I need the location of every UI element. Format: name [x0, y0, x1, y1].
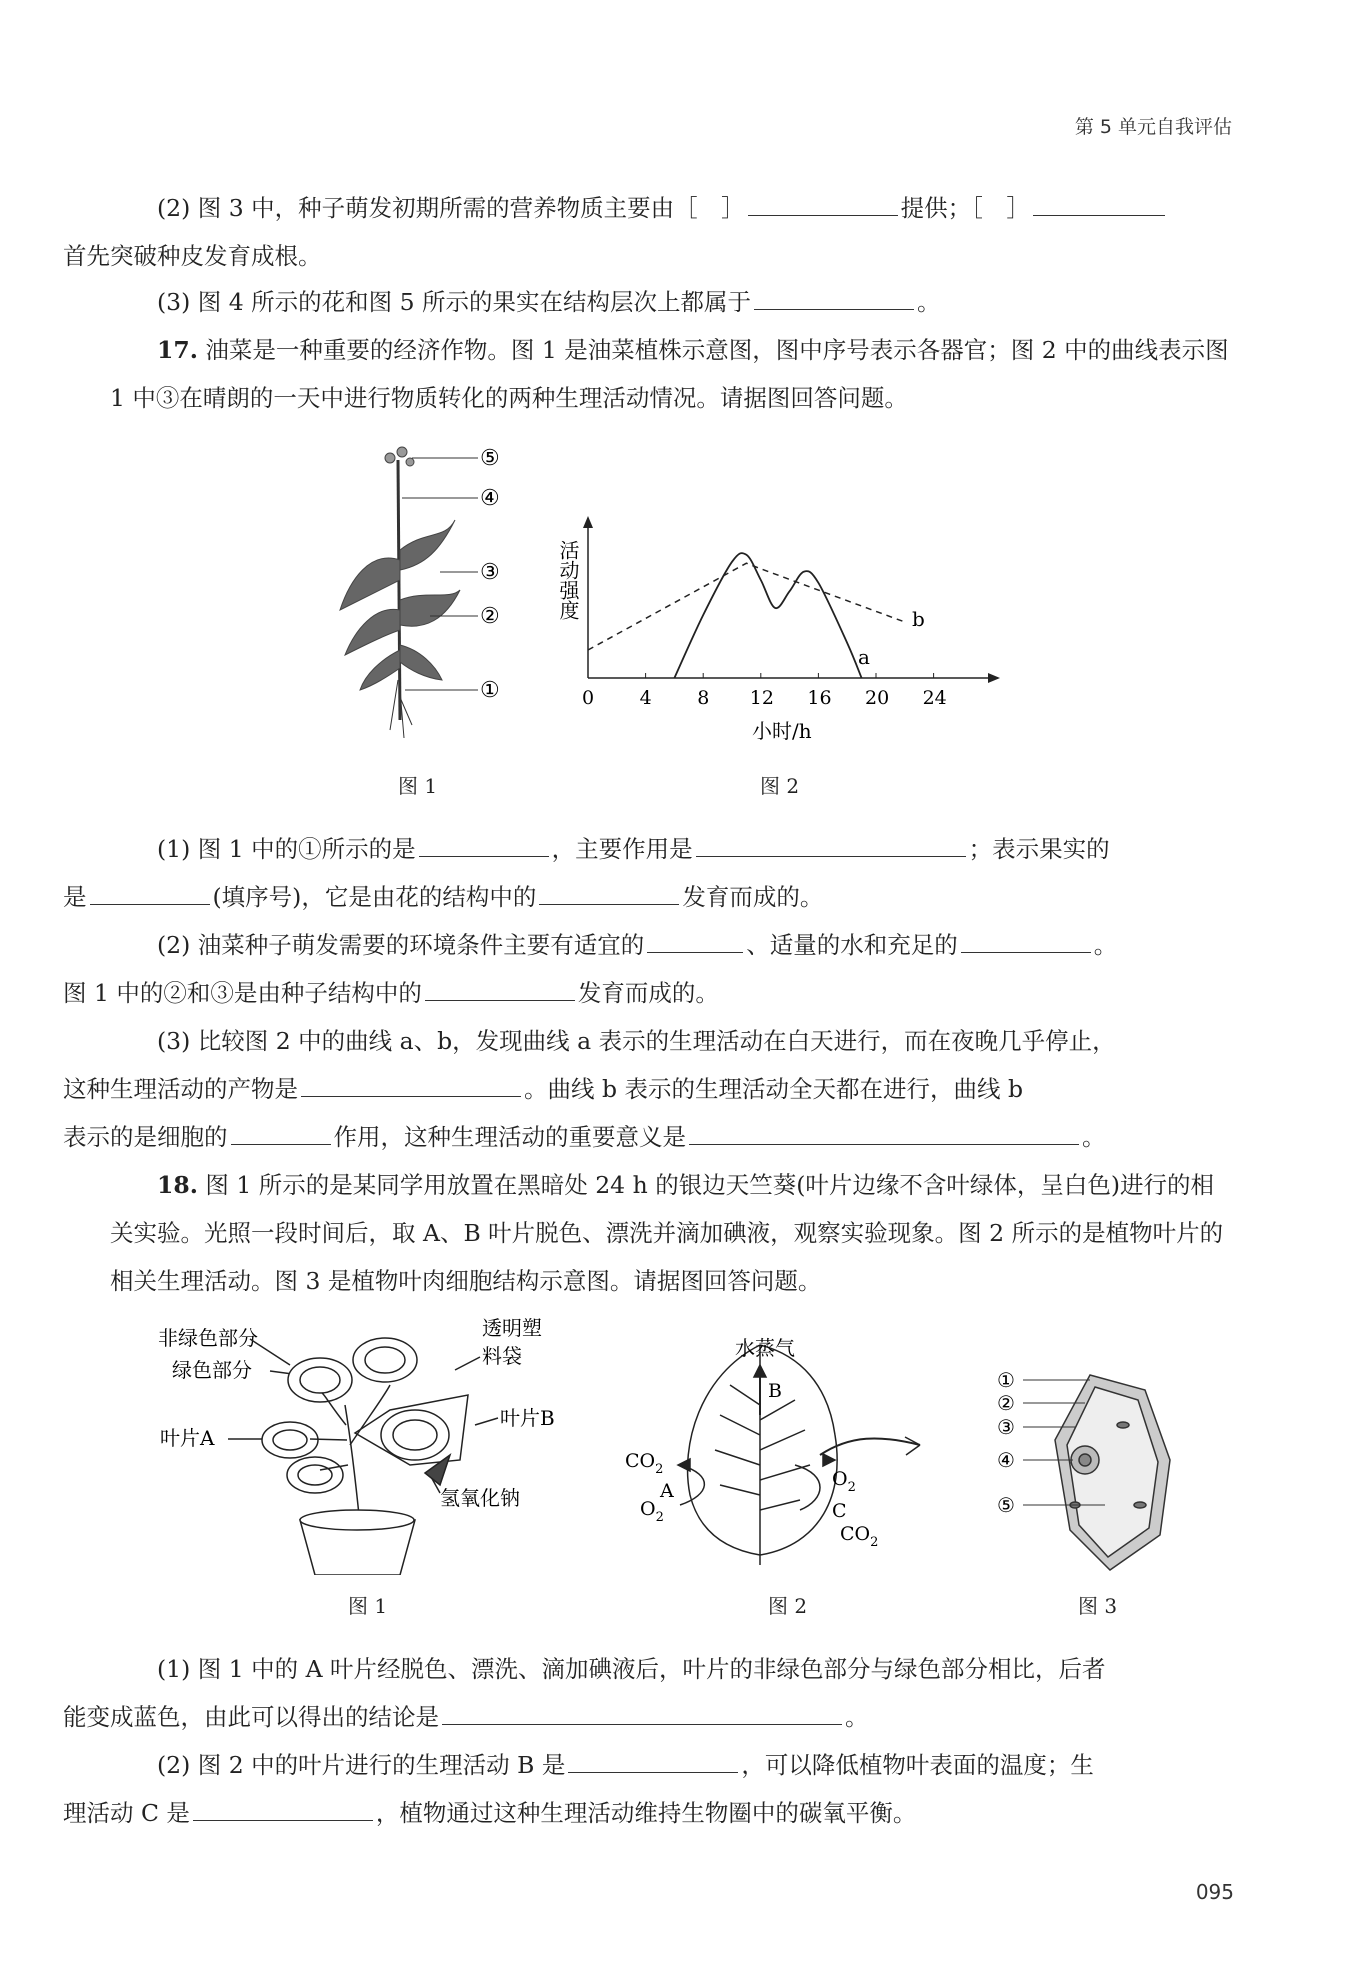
x-tick-label: 24 [922, 687, 947, 709]
q18-fig2-leaf [620, 1325, 960, 1575]
answer-blank[interactable] [301, 1071, 521, 1097]
label-non-green: 非绿色部分 [158, 1326, 258, 1350]
curve-b-label: b [912, 607, 925, 631]
q16-part3: (3) 图 4 所示的花和图 5 所示的果实在结构层次上都属于 。 [110, 278, 1236, 326]
label-A: A [660, 1480, 674, 1502]
plant-label-5: ⑤ [480, 446, 500, 471]
x-axis-label: 小时/h [752, 719, 812, 743]
q17-part3: (3) 比较图 2 中的曲线 a、b，发现曲线 a 表示的生理活动在白天进行，而在夜晚几乎停止， 这种生理活动的产物是 。曲线 b 表示的生理活动全天都在进行，曲线 b 表示的是细胞的 作用，这种生理活动的重要意义是 。 [63, 1027, 1116, 1151]
q18-part2: (2) 图 2 中的叶片进行的生理活动 B 是 ，可以降低植物叶表面的温度；生 理活动 C 是 ，植物通过这种生理活动维持生物圈中的碳氧平衡。 [110, 1741, 1236, 1837]
cell-label-5: ⑤ [997, 1493, 1015, 1517]
q17-fig1-caption: 图 1 [398, 774, 438, 798]
label-naoh: 氢氧化钠 [440, 1486, 520, 1510]
q18-fig3-caption: 图 3 [1078, 1594, 1118, 1618]
co2-arrow-head [678, 1459, 690, 1471]
x-tick-label: 20 [865, 687, 890, 709]
page-number: 095 [1195, 1880, 1234, 1904]
q18-fig1-caption: 图 1 [348, 1594, 388, 1618]
answer-blank[interactable] [419, 831, 549, 857]
label-leaf-a: 叶片A [160, 1426, 215, 1450]
q18-part1: (1) 图 1 中的 A 叶片经脱色、漂洗、滴加碘液后，叶片的非绿色部分与绿色部分相比，后者 能变成蓝色，由此可以得出的结论是 。 [63, 1655, 1106, 1731]
q17-fig2-chart [540, 510, 1020, 750]
answer-blank[interactable] [689, 1119, 1079, 1145]
label-leaf-b: 叶片B [500, 1406, 555, 1430]
curve-a-label: a [858, 645, 870, 669]
label-bag-2: 料袋 [482, 1344, 522, 1368]
cell-label-4: ④ [997, 1448, 1015, 1472]
label-C: C [832, 1500, 847, 1522]
curve-b [588, 563, 905, 650]
q18-fig3-cell [995, 1365, 1215, 1585]
q17-fig1-plant [330, 440, 510, 740]
label-co2-right: $CO_2$ [840, 1523, 879, 1550]
q18-fig2-caption: 图 2 [768, 1594, 808, 1618]
plant-label-3: ③ [480, 560, 500, 585]
answer-blank[interactable] [961, 927, 1091, 953]
answer-blank[interactable] [647, 927, 743, 953]
y-axis-arrow [583, 516, 593, 528]
page-header: 第 5 单元自我评估 [1074, 116, 1232, 138]
answer-blank[interactable] [231, 1119, 331, 1145]
y-axis-label: 活动强度 [556, 540, 580, 620]
q17-part2: (2) 油菜种子萌发需要的环境条件主要有适宜的 、适量的水和充足的 。 图 1 中的②和③是由种子结构中的 发育而成的。 [110, 921, 1236, 1017]
label-vapor: 水蒸气 [735, 1336, 795, 1360]
label-green: 绿色部分 [172, 1358, 252, 1382]
x-tick-label: 16 [807, 687, 832, 709]
plant-label-4: ④ [480, 486, 500, 511]
x-tick-label: 4 [639, 687, 652, 709]
q18-fig1-geranium [150, 1315, 590, 1575]
q17-part1: (1) 图 1 中的①所示的是 ，主要作用是 ；表示果实的 是 (填序号)，它是由花的结构中的 发育而成的。 [110, 825, 1236, 921]
answer-blank[interactable] [1033, 190, 1165, 216]
answer-blank[interactable] [748, 190, 898, 216]
answer-blank[interactable] [193, 1795, 373, 1821]
q17-intro: 17. 油菜是一种重要的经济作物。图 1 是油菜植株示意图，图中序号表示各器官；图 2 中的曲线表示图 1 中③在晴朗的一天中进行物质转化的两种生理活动情况。请据图回答问题。 [110, 336, 1229, 412]
label-o2-left: $O_2$ [640, 1498, 664, 1525]
x-tick-label: 0 [582, 687, 595, 709]
q17-fig2-caption: 图 2 [760, 774, 800, 798]
answer-blank[interactable] [539, 879, 679, 905]
answer-blank[interactable] [754, 284, 914, 310]
plant-label-1: ① [480, 678, 500, 703]
plant-label-2: ② [480, 604, 500, 629]
cell-drawing [1055, 1375, 1170, 1570]
x-axis-arrow [988, 673, 1000, 683]
q18-intro: 18. 图 1 所示的是某同学用放置在黑暗处 24 h 的银边天竺葵(叶片边缘不含叶绿体，呈白色)进行的相关实验。光照一段时间后，取 A、B 叶片脱色、漂洗并滴加碘液，观察实验现象。图 2 所示的是植物叶片的相关生理活动。图 3 是植物叶肉细胞结构示意图。请据图回答问题。 [110, 1171, 1224, 1295]
cell-label-3: ③ [997, 1415, 1015, 1439]
geranium-drawing [228, 1338, 498, 1575]
answer-blank[interactable] [425, 975, 575, 1001]
answer-blank[interactable] [568, 1747, 738, 1773]
cell-label-2: ② [997, 1391, 1015, 1415]
label-B: B [768, 1380, 782, 1402]
label-o2-right: $O_2$ [832, 1468, 856, 1495]
x-tick-label: 8 [697, 687, 710, 709]
q16-part2: (2) 图 3 中，种子萌发初期所需的营养物质主要由［ ］ 提供；［ ］ 首先突破种皮发育成根。 [110, 184, 1236, 280]
label-bag-1: 透明塑 [482, 1316, 542, 1340]
plant-drawing [340, 447, 460, 738]
answer-blank[interactable] [90, 879, 210, 905]
cell-label-1: ① [997, 1368, 1015, 1392]
answer-blank[interactable] [442, 1699, 842, 1725]
x-tick-label: 12 [749, 687, 774, 709]
leaf-drawing [678, 1345, 920, 1565]
label-co2-left: $CO_2$ [625, 1450, 664, 1477]
answer-blank[interactable] [696, 831, 966, 857]
